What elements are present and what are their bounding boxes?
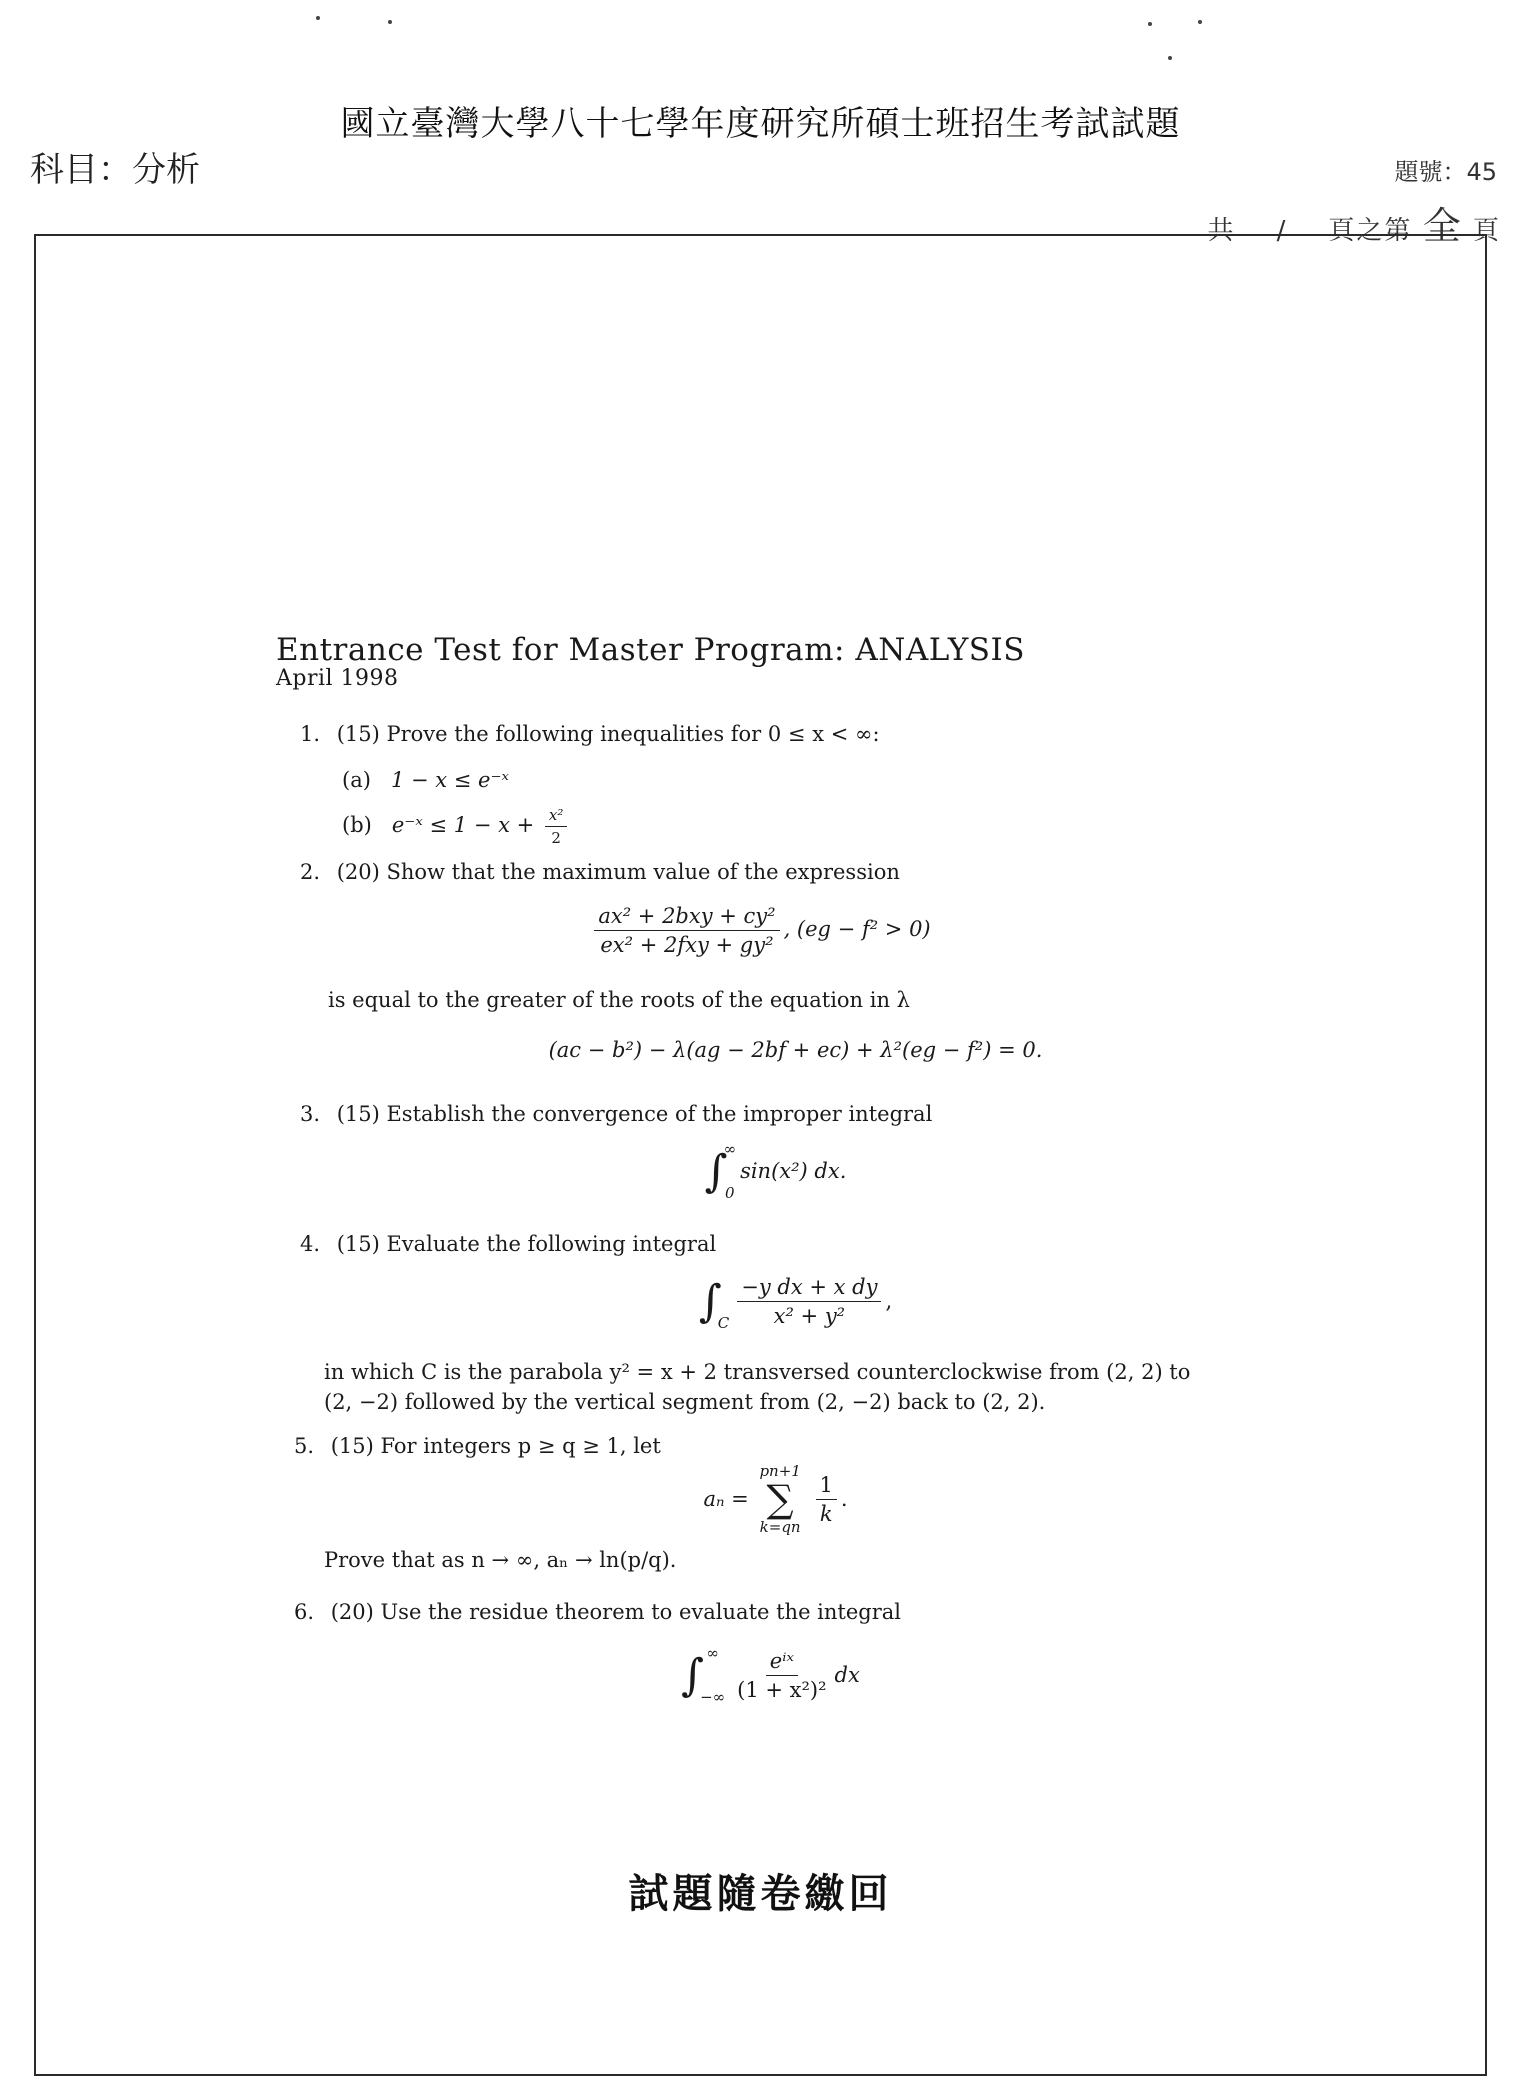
fraction-denominator: (1 + x²)² [737,1677,827,1702]
fraction [594,904,779,957]
fraction-denominator: k [819,1501,833,1526]
exam-date: April 1998 [276,666,399,691]
scan-speck [1168,56,1172,60]
scan-speck [316,16,320,20]
problem-text: (15) Evaluate the following integral [336,1232,717,1256]
fraction [545,806,567,847]
problem-number: 3. [300,1102,321,1126]
problem-6 [294,1600,901,1624]
problem-4-text-line1: in which C is the parabola y² = x + 2 transversed counterclockwise from (2, 2) to [324,1360,1191,1384]
part-label: (a) [342,768,371,792]
fraction-denominator: ex² + 2fxy + gy² [600,933,774,957]
fraction-denominator: x² + y² [773,1303,846,1328]
problem-2-text: is equal to the greater of the roots of the equation in λ [328,988,910,1012]
subject-label: 科目：分析 [30,150,200,190]
integral-sign: ∫ [704,1145,728,1197]
expression-tail: dx [834,1663,860,1687]
problem-5-text: Prove that as n → ∞, aₙ → ln(p/q). [324,1548,677,1572]
sum-upper: pn+1 [759,1462,801,1480]
fraction-numerator: x² [545,806,567,827]
equation-display [0,1038,1521,1062]
problem-text: (15) Establish the convergence of the improper integral [336,1102,933,1126]
fraction-numerator: −y dx + x dy [737,1275,881,1302]
equation: (ac − b²) − λ(ag − 2bf + ec) + λ²(eg − f²) = 0. [548,1038,1043,1062]
lower-limit: C [717,1314,730,1332]
fraction [733,1649,830,1702]
exam-title: Entrance Test for Master Program: ANALYSIS [276,632,1026,668]
sum-display [0,1462,1521,1536]
problem-number: 1. [300,722,321,746]
question-number: 題號：45 [1394,158,1497,186]
condition: , (eg − f² > 0) [783,917,931,941]
integral-display [0,1140,1521,1202]
fraction-numerator: ax² + 2bxy + cy² [594,904,779,931]
sum-lhs: aₙ = [703,1487,749,1511]
problem-number: 6. [294,1600,315,1624]
pages-suffix: 頁 [1472,216,1501,246]
part-expression: e⁻ˣ ≤ 1 − x + [391,813,535,837]
integral [681,1644,860,1706]
sum-lower: k=qn [759,1518,801,1536]
exam-header-title: 國立臺灣大學八十七學年度研究所碩士班招生考試試題 [340,104,1181,144]
summation [759,1462,800,1536]
pages-mark: / [1276,216,1288,246]
integral [699,1270,892,1332]
upper-limit: ∞ [723,1140,737,1158]
problem-text: (15) Prove the following inequalities for 0 ≤ x < ∞: [336,722,880,746]
sigma-icon: ∑ [766,1477,794,1521]
integral-sign: ∫ [698,1275,722,1327]
pages-all: 全 [1422,204,1463,248]
problem-text: (20) Show that the maximum value of the expression [336,860,900,884]
expression-tail: , [885,1289,893,1313]
problem-1 [300,722,880,746]
scan-speck [388,20,392,24]
pages-middle: 頁之第 [1328,216,1413,246]
integral-sign: ∫ [681,1649,705,1701]
problem-4-text-line2: (2, −2) followed by the vertical segment from (2, −2) back to (2, 2). [324,1390,1046,1414]
fraction [737,1275,881,1328]
lower-limit: 0 [725,1184,735,1202]
fraction-denominator: 2 [551,829,561,847]
return-exam-notice: 試題隨卷繳回 [628,1871,893,1917]
problem-1a [342,768,509,792]
problem-2 [300,860,900,884]
problem-text: (15) For integers p ≥ q ≥ 1, let [330,1434,661,1458]
lower-limit: −∞ [700,1688,726,1706]
integrand: sin(x²) dx. [740,1159,847,1183]
scan-speck [1198,20,1202,24]
fraction [816,1473,837,1526]
problem-1b [342,806,571,847]
problem-number: 4. [300,1232,321,1256]
integral-display [0,1644,1521,1706]
integral [705,1140,847,1202]
pages-prefix: 共 [1207,216,1236,246]
problem-5 [294,1434,661,1458]
fraction-numerator: 1 [816,1473,837,1500]
part-label: (b) [342,813,372,837]
part-expression: 1 − x ≤ e⁻ˣ [390,768,510,792]
integral-display [0,1270,1521,1332]
problem-number: 2. [300,860,321,884]
upper-limit: ∞ [706,1644,719,1662]
expression-tail: . [840,1487,848,1511]
scan-speck [1148,22,1152,26]
integral-limits [700,1644,725,1706]
problem-3 [300,1102,932,1126]
integral-limits [718,1270,729,1332]
problem-4 [300,1232,716,1256]
integral-limits [724,1140,737,1202]
expression-display [0,904,1521,957]
fraction-numerator: eⁱˣ [766,1649,798,1676]
problem-text: (20) Use the residue theorem to evaluate the integral [330,1600,901,1624]
problem-number: 5. [294,1434,315,1458]
